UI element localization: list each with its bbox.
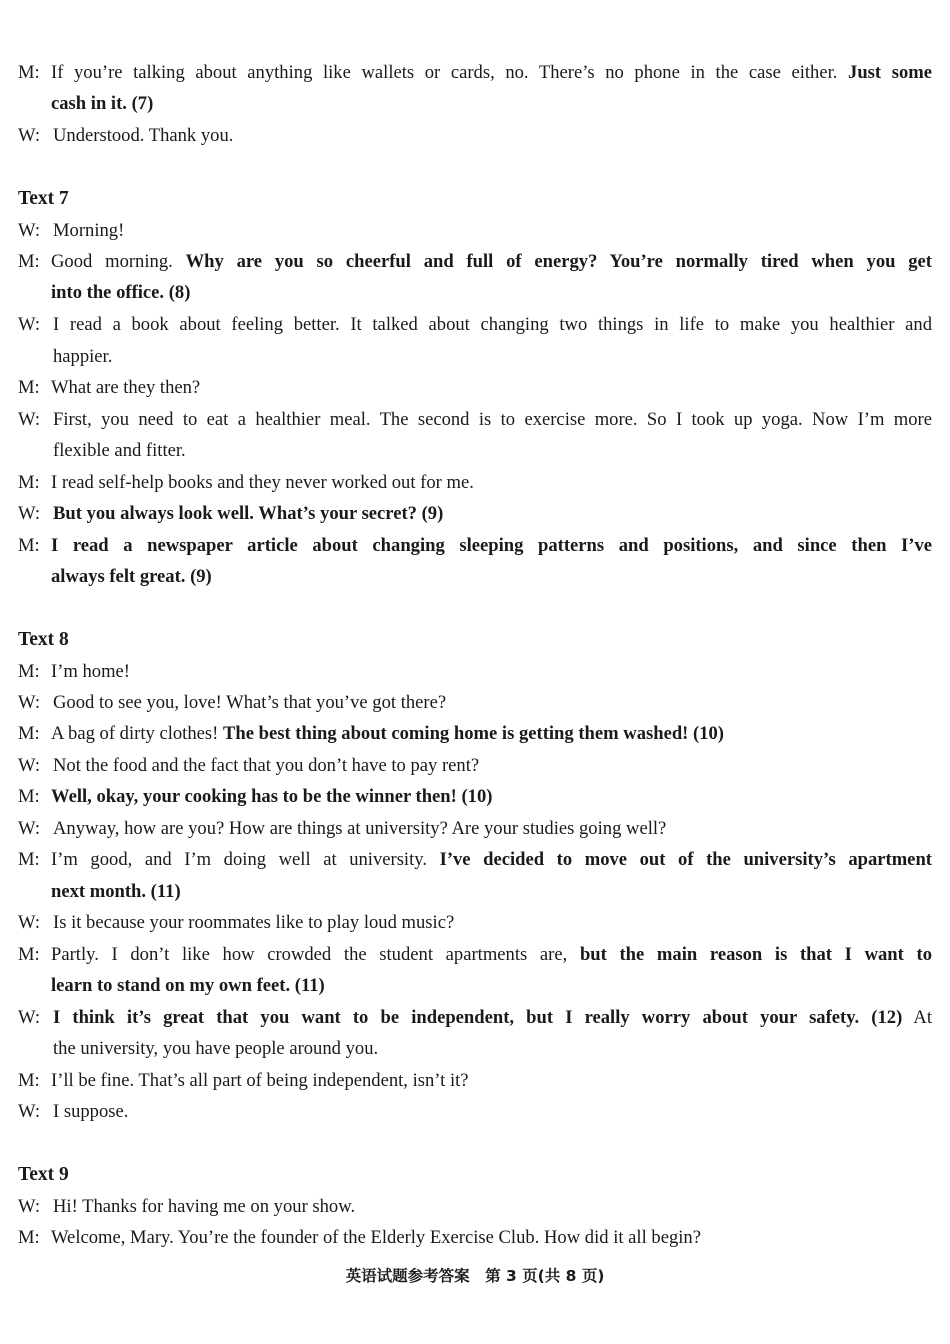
dialogue-line: W: I read a book about feeling better. It talked about changing two things in life to make you healthier and: [18, 309, 932, 340]
dialogue-line: W: Hi! Thanks for having me on your show.: [18, 1191, 932, 1222]
dialogue-line: W: Anyway, how are you? How are things at university? Are your studies going well?: [18, 813, 932, 844]
answer-highlight: I read a newspaper article about changing sleeping patterns and positions, and since then I’ve: [51, 535, 932, 556]
dialogue-line: happier.: [53, 346, 113, 367]
speaker-label: W:: [18, 692, 41, 713]
speaker-label: M:: [18, 723, 40, 744]
speaker-label: W:: [18, 912, 41, 933]
speaker-label: M:: [18, 377, 40, 398]
dialogue-line: M: I’ll be fine. That’s all part of being independent, isn’t it?: [18, 1065, 932, 1096]
answer-highlight: into the office. (8): [51, 282, 191, 303]
speaker-label: M:: [18, 1070, 40, 1091]
dialogue-line: W: Not the food and the fact that you don’t have to pay rent?: [18, 750, 932, 781]
dialogue-line: M: If you’re talking about anything like wallets or cards, no. There’s no phone in the case either. Just some: [18, 57, 932, 88]
dialogue-line: flexible and fitter.: [53, 440, 186, 461]
speaker-label: M:: [18, 535, 40, 556]
speaker-label: W:: [18, 125, 41, 146]
answer-highlight: Why are you so cheerful and full of energy? You’re normally tired when you get: [185, 251, 932, 272]
dialogue-line: [51, 88, 932, 119]
section-heading-text-8: Text 8: [18, 629, 69, 650]
speaker-label: M:: [18, 849, 40, 870]
dialogue-line: M: Partly. I don’t like how crowded the student apartments are, but the main reason is that I want to: [18, 939, 932, 970]
dialogue-line: [51, 561, 932, 592]
dialogue-line: W: Understood. Thank you.: [18, 120, 932, 151]
dialogue-line: W: I think it’s great that you want to be independent, but I really worry about your safety. (12) At: [18, 1002, 932, 1033]
speaker-label: M:: [18, 472, 40, 493]
answer-highlight: cash in it. (7): [51, 93, 154, 114]
speaker-label: M:: [18, 251, 40, 272]
answer-highlight: always felt great. (9): [51, 566, 212, 587]
section-heading-text-7: Text 7: [18, 188, 69, 209]
answer-highlight: But you always look well. What’s your secret? (9): [53, 503, 444, 524]
speaker-label: M:: [18, 786, 40, 807]
dialogue-line: [18, 530, 932, 561]
dialogue-line: [51, 277, 932, 308]
dialogue-line: M: What are they then?: [18, 372, 932, 403]
answer-highlight: The best thing about coming home is getting them washed! (10): [222, 723, 724, 744]
dialogue-line: [51, 876, 932, 907]
answer-highlight: but the main reason is that I want to: [579, 944, 932, 965]
dialogue-line: [51, 970, 932, 1001]
speaker-label: M:: [18, 1227, 40, 1248]
answer-highlight: I’ve decided to move out of the university’s apartment: [439, 849, 932, 870]
answer-highlight: learn to stand on my own feet. (11): [51, 975, 325, 996]
dialogue-line: M: Good morning. Why are you so cheerful and full of energy? You’re normally tired when you get: [18, 246, 932, 277]
answer-highlight: I think it’s great that you want to be independent, but I really worry about your safety. (12): [53, 1007, 903, 1028]
dialogue-line: [18, 781, 932, 812]
page-footer: 英语试题参考答案 第 3 页(共 8 页): [345, 1267, 605, 1285]
answer-highlight: Just some: [848, 62, 932, 83]
dialogue-line: M: I’m good, and I’m doing well at university. I’ve decided to move out of the university’s apartment: [18, 844, 932, 875]
dialogue-line: M: Welcome, Mary. You’re the founder of the Elderly Exercise Club. How did it all begin?: [18, 1222, 932, 1253]
dialogue-line: M: I’m home!: [18, 656, 932, 687]
speaker-label: W:: [18, 1196, 41, 1217]
dialogue-line: the university, you have people around you.: [53, 1038, 379, 1059]
speaker-label: W:: [18, 818, 41, 839]
speaker-label: W:: [18, 503, 41, 524]
dialogue-line: W: I suppose.: [18, 1096, 932, 1127]
speaker-label: M:: [18, 62, 40, 83]
speaker-label: M:: [18, 944, 40, 965]
speaker-label: W:: [18, 1007, 41, 1028]
dialogue-line: M: I read self-help books and they never worked out for me.: [18, 467, 932, 498]
dialogue-line: W: Good to see you, love! What’s that you’ve got there?: [18, 687, 932, 718]
speaker-label: W:: [18, 314, 41, 335]
speaker-label: W:: [18, 1101, 41, 1122]
dialogue-line: M: A bag of dirty clothes! The best thing about coming home is getting them washed! (10): [18, 718, 932, 749]
answer-highlight: next month. (11): [51, 881, 181, 902]
speaker-label: M:: [18, 661, 40, 682]
dialogue-line: W: First, you need to eat a healthier meal. The second is to exercise more. So I took up yoga. Now I’m more: [18, 404, 932, 435]
speaker-label: W:: [18, 220, 41, 241]
speaker-label: W:: [18, 409, 41, 430]
dialogue-line: [18, 498, 932, 529]
answer-highlight: Well, okay, your cooking has to be the winner then! (10): [51, 786, 493, 807]
dialogue-line: W: Morning!: [18, 215, 932, 246]
dialogue-line: W: Is it because your roommates like to play loud music?: [18, 907, 932, 938]
section-heading-text-9: Text 9: [18, 1164, 69, 1185]
speaker-label: W:: [18, 755, 41, 776]
